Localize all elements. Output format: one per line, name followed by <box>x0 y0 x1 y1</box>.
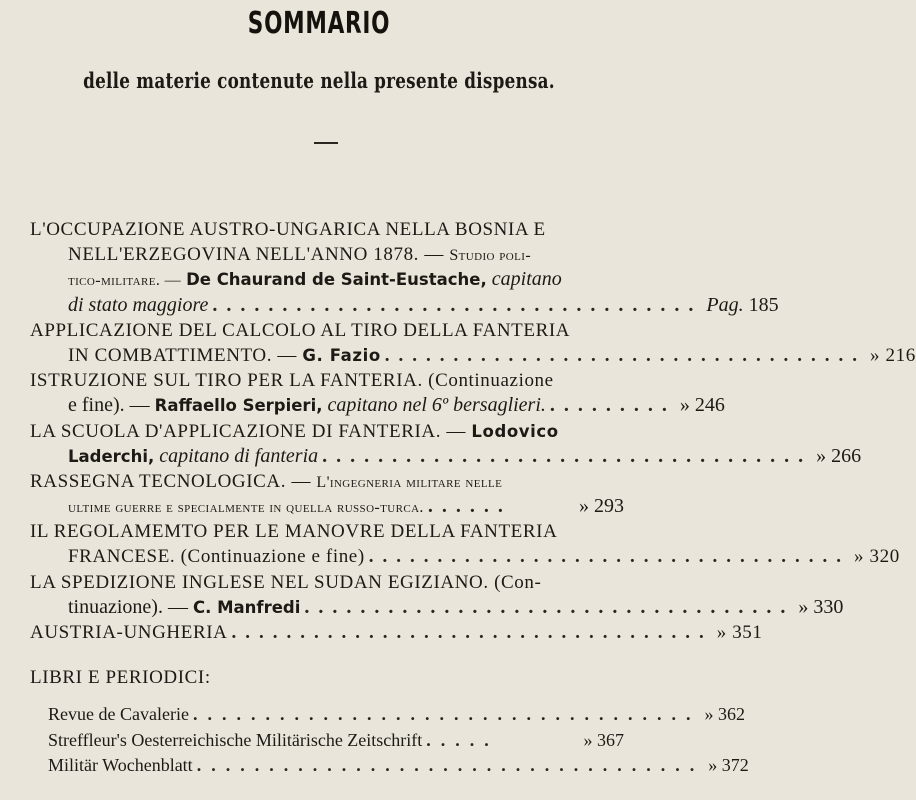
leader-dots: ................................... <box>192 704 701 725</box>
toc-entry-3-page[interactable]: 246 <box>694 394 725 417</box>
toc-entry-1-page[interactable]: 185 <box>748 293 779 316</box>
toc-entry-2-title-cont: IN COMBATTIMENTO. — <box>68 344 298 366</box>
page-subtitle: delle materie contenute nella presente dispensa. <box>83 68 555 93</box>
toc-entry-4-author: Lodovico <box>471 421 559 441</box>
toc-entry-2-author: G. Fazio <box>302 345 381 365</box>
toc-entry-2-title: APPLICAZIONE DEL CALCOLO AL TIRO DELLA FANTERIA <box>30 319 571 341</box>
toc-entry-4-line-2 <box>30 444 862 469</box>
ditto-mark: » <box>798 595 809 618</box>
toc-entry-1-subtitle-cont: tico-militare. — <box>68 272 182 290</box>
toc-entry-4-title: LA SCUOLA D'APPLICAZIONE DI FANTERIA. — <box>30 420 467 442</box>
toc-entry-7-title-cont: tinuazione). — <box>68 595 188 618</box>
leader-dots: ..... <box>426 729 499 750</box>
toc-entry-2-line-1 <box>30 318 624 343</box>
books-heading-text: LIBRI E PERIODICI: <box>30 667 211 689</box>
toc-entry-5-page[interactable]: 293 <box>594 495 624 518</box>
toc-entry-1-role: capitano <box>491 268 562 291</box>
book-item-title: Militär Wochenblatt <box>48 754 193 775</box>
toc-entry-5-subtitle-cont: ultime guerre e specialmente in quella russo-turca. <box>68 499 424 517</box>
book-item-page[interactable]: 367 <box>597 729 624 750</box>
toc-entry-3-line-2 <box>30 393 725 418</box>
toc-entry-3-title: ISTRUZIONE SUL TIRO PER LA FANTERIA. (Continuazione <box>30 370 554 392</box>
ditto-mark: » <box>679 394 690 417</box>
page-title: SOMMARIO <box>247 6 391 41</box>
ditto-mark: » <box>704 704 714 725</box>
toc-entry-3-role: capitano nel 6º bersaglieri. <box>327 394 546 417</box>
ditto-mark: » <box>579 495 589 518</box>
toc-entry-6-line-1 <box>30 519 624 544</box>
leader-dots: ................................... <box>384 344 867 366</box>
leader-dots: ................................... <box>231 622 713 643</box>
toc-entry-3-line-1 <box>30 368 624 393</box>
toc-entry-3-title-cont: e fine). — <box>68 394 150 417</box>
spacer <box>30 645 624 665</box>
toc-entry-7-line-1 <box>30 570 624 595</box>
toc-entry-6-title: IL REGOLAMEMTO PER LE MANOVRE DELLA FANTERIA <box>30 521 558 543</box>
toc-entry-2-page[interactable]: 216 <box>885 344 916 366</box>
toc-entry-1-subtitle: Studio poli- <box>449 247 532 265</box>
book-item <box>30 728 624 753</box>
toc-entry-2-line-2 <box>30 343 916 368</box>
toc-entry-7-line-2 <box>30 595 844 620</box>
toc-entry-4-role: capitano di fanteria <box>159 444 319 467</box>
toc-entry-1-author: De Chaurand de Saint-Eustache, <box>186 270 487 290</box>
leader-dots: ...... <box>427 495 512 518</box>
toc-entry-5-line-2 <box>30 494 624 519</box>
ditto-mark: » <box>854 546 865 568</box>
book-item-page[interactable]: 372 <box>721 754 749 775</box>
book-item <box>30 702 745 727</box>
toc-entry-6-title-cont: FRANCESE. (Continuazione e fine) <box>68 546 365 568</box>
toc-entry-4-line-1 <box>30 419 624 444</box>
book-item-title: Streffleur's Oesterreichische Militärische Zeitschrift <box>48 729 423 750</box>
toc-entry-1-role-cont: di stato maggiore <box>68 293 209 316</box>
leader-dots: ................................... <box>304 595 795 618</box>
book-item-page[interactable]: 362 <box>717 704 745 725</box>
leader-dots: ......... <box>549 394 676 417</box>
toc-entry-8-line-1 <box>30 620 763 645</box>
leader-dots: ................................... <box>212 293 703 316</box>
leader-dots: ................................... <box>322 444 813 467</box>
toc-entry-4-page[interactable]: 266 <box>831 444 862 467</box>
leader-dots: ................................... <box>196 754 705 775</box>
toc-entry-7-page[interactable]: 330 <box>813 595 844 618</box>
toc-entry-4-author-cont: Laderchi, <box>68 446 155 466</box>
toc-entry-7-author: C. Manfredi <box>192 597 301 617</box>
ditto-mark: » <box>708 754 718 775</box>
toc-entry-8-page[interactable]: 351 <box>732 622 763 643</box>
toc-entry-1-line-4 <box>30 293 779 318</box>
book-item-title: Revue de Cavalerie <box>48 704 189 725</box>
toc-entry-1-title-cont: NELL'ERZEGOVINA NELL'ANNO 1878. — <box>68 244 444 266</box>
toc-entry-1-page-prefix: Pag. <box>706 293 744 316</box>
leader-dots: ................................... <box>368 546 851 568</box>
table-of-contents <box>30 217 916 778</box>
ditto-mark: » <box>583 729 593 750</box>
toc-entry-5-title: RASSEGNA TECNOLOGICA. — <box>30 470 312 492</box>
toc-entry-3-author: Raffaello Serpieri, <box>154 396 323 416</box>
toc-entry-7-title: LA SPEDIZIONE INGLESE NEL SUDAN EGIZIANO. (Con- <box>30 571 542 593</box>
books-heading <box>30 665 624 690</box>
toc-entry-1-line-2 <box>30 242 624 267</box>
book-item <box>30 753 749 778</box>
divider <box>314 142 338 144</box>
toc-entry-1-title: L'OCCUPAZIONE AUSTRO-UNGARICA NELLA BOSNIA E <box>30 219 546 240</box>
spacer <box>30 690 624 702</box>
toc-entry-1-line-3 <box>30 267 624 292</box>
toc-entry-5-line-1 <box>30 469 624 494</box>
toc-entry-1-line-1 <box>30 217 624 242</box>
toc-entry-6-page[interactable]: 320 <box>869 546 900 568</box>
ditto-mark: » <box>870 344 881 366</box>
ditto-mark: » <box>816 444 827 467</box>
toc-entry-6-line-2 <box>30 544 900 569</box>
ditto-mark: » <box>716 622 727 643</box>
toc-entry-5-subtitle: L'ingegneria militare nelle <box>316 473 503 491</box>
toc-entry-8-title: AUSTRIA-UNGHERIA <box>30 622 228 643</box>
